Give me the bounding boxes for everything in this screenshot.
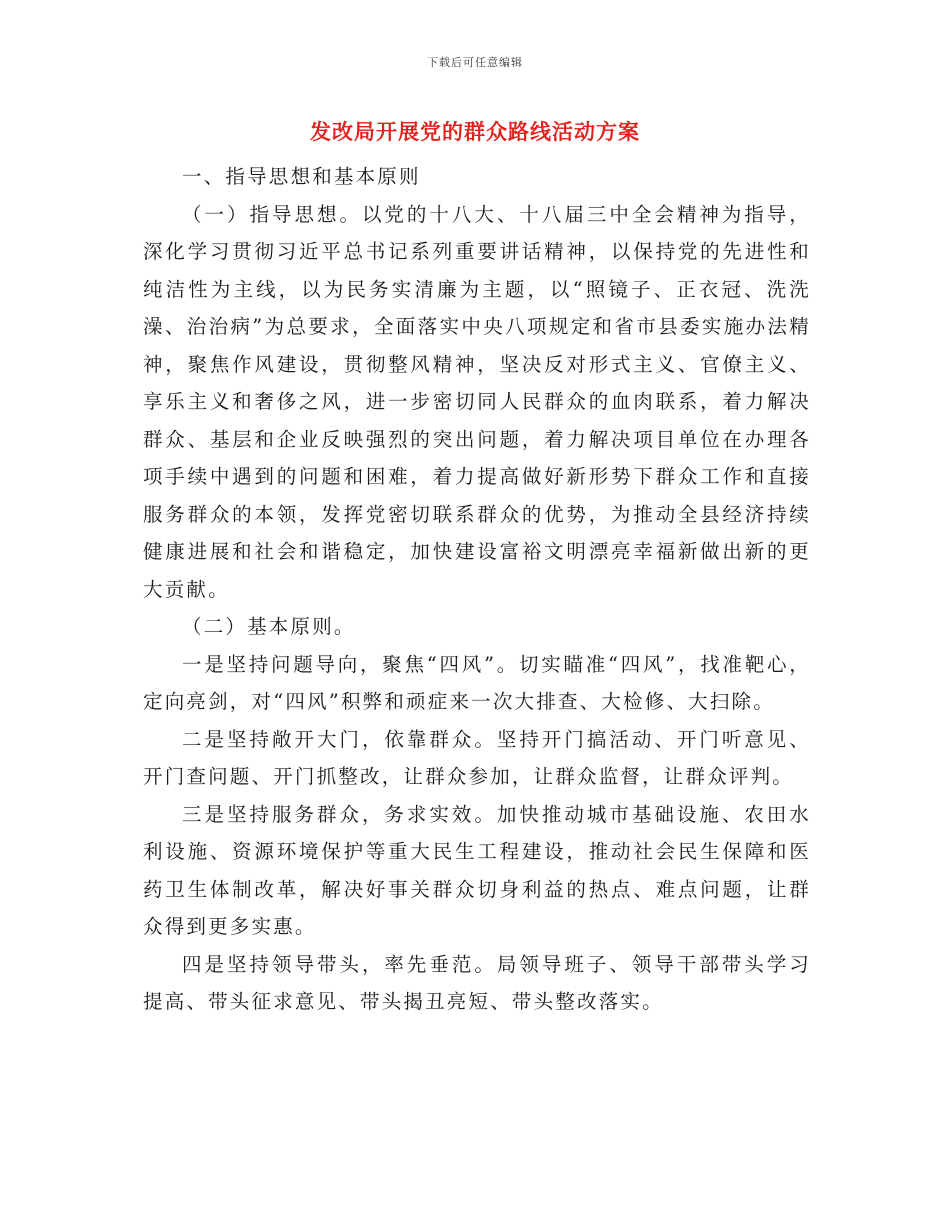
document-body	[143, 158, 811, 1021]
paragraph-guiding-thought: （一）指导思想。以党的十八大、十八届三中全会精神为指导，深化学习贯彻习近平总书记系列重要讲话精神，以保持党的先进性和纯洁性为主线，以为民务实清廉为主题，以“照镜子、正衣冠、洗洗澡、治治病”为总要求，全面落实中央八项规定和省市县委实施办法精神，聚焦作风建设，贯彻整风精神，坚决反对形式主义、官僚主义、享乐主义和奢侈之风，进一步密切同人民群众的血肉联系，着力解决群众、基层和企业反映强烈的突出问题，着力解决项目单位在办理各项手续中遇到的问题和困难，着力提高做好新形势下群众工作和直接服务群众的本领，发挥党密切联系群众的优势，为推动全县经济持续健康进展和社会和谐稳定，加快建设富裕文明漂亮幸福新做出新的更大贡献。	[143, 202, 811, 601]
paragraph-principle-3: 三是坚持服务群众，务求实效。加快推动城市基础设施、农田水利设施、资源环境保护等重大民生工程建设，推动社会民生保障和医药卫生体制改革，解决好事关群众切身利益的热点、难点问题，让群众得到更多实惠。	[143, 802, 811, 938]
paragraph-principle-2: 二是坚持敞开大门，依靠群众。坚持开门搞活动、开门听意见、开门查问题、开门抓整改，让群众参加，让群众监督，让群众评判。	[143, 727, 811, 788]
subsection-heading-basic-principles: （二）基本原则。	[182, 615, 356, 638]
header-note: 下载后可任意编辑	[427, 56, 523, 69]
document-title: 发改局开展党的群众路线活动方案	[310, 119, 640, 144]
paragraph-principle-1: 一是坚持问题导向，聚焦“四风”。切实瞄准“四风”，找准靶心，定向亮剑，对“四风”积弊和顽症来一次大排查、大检修、大扫除。	[143, 652, 811, 713]
paragraph-principle-4: 四是坚持领导带头，率先垂范。局领导班子、领导干部带头学习提高、带头征求意见、带头揭丑亮短、带头整改落实。	[143, 952, 811, 1013]
section-heading-1: 一、指导思想和基本原则	[182, 165, 421, 188]
